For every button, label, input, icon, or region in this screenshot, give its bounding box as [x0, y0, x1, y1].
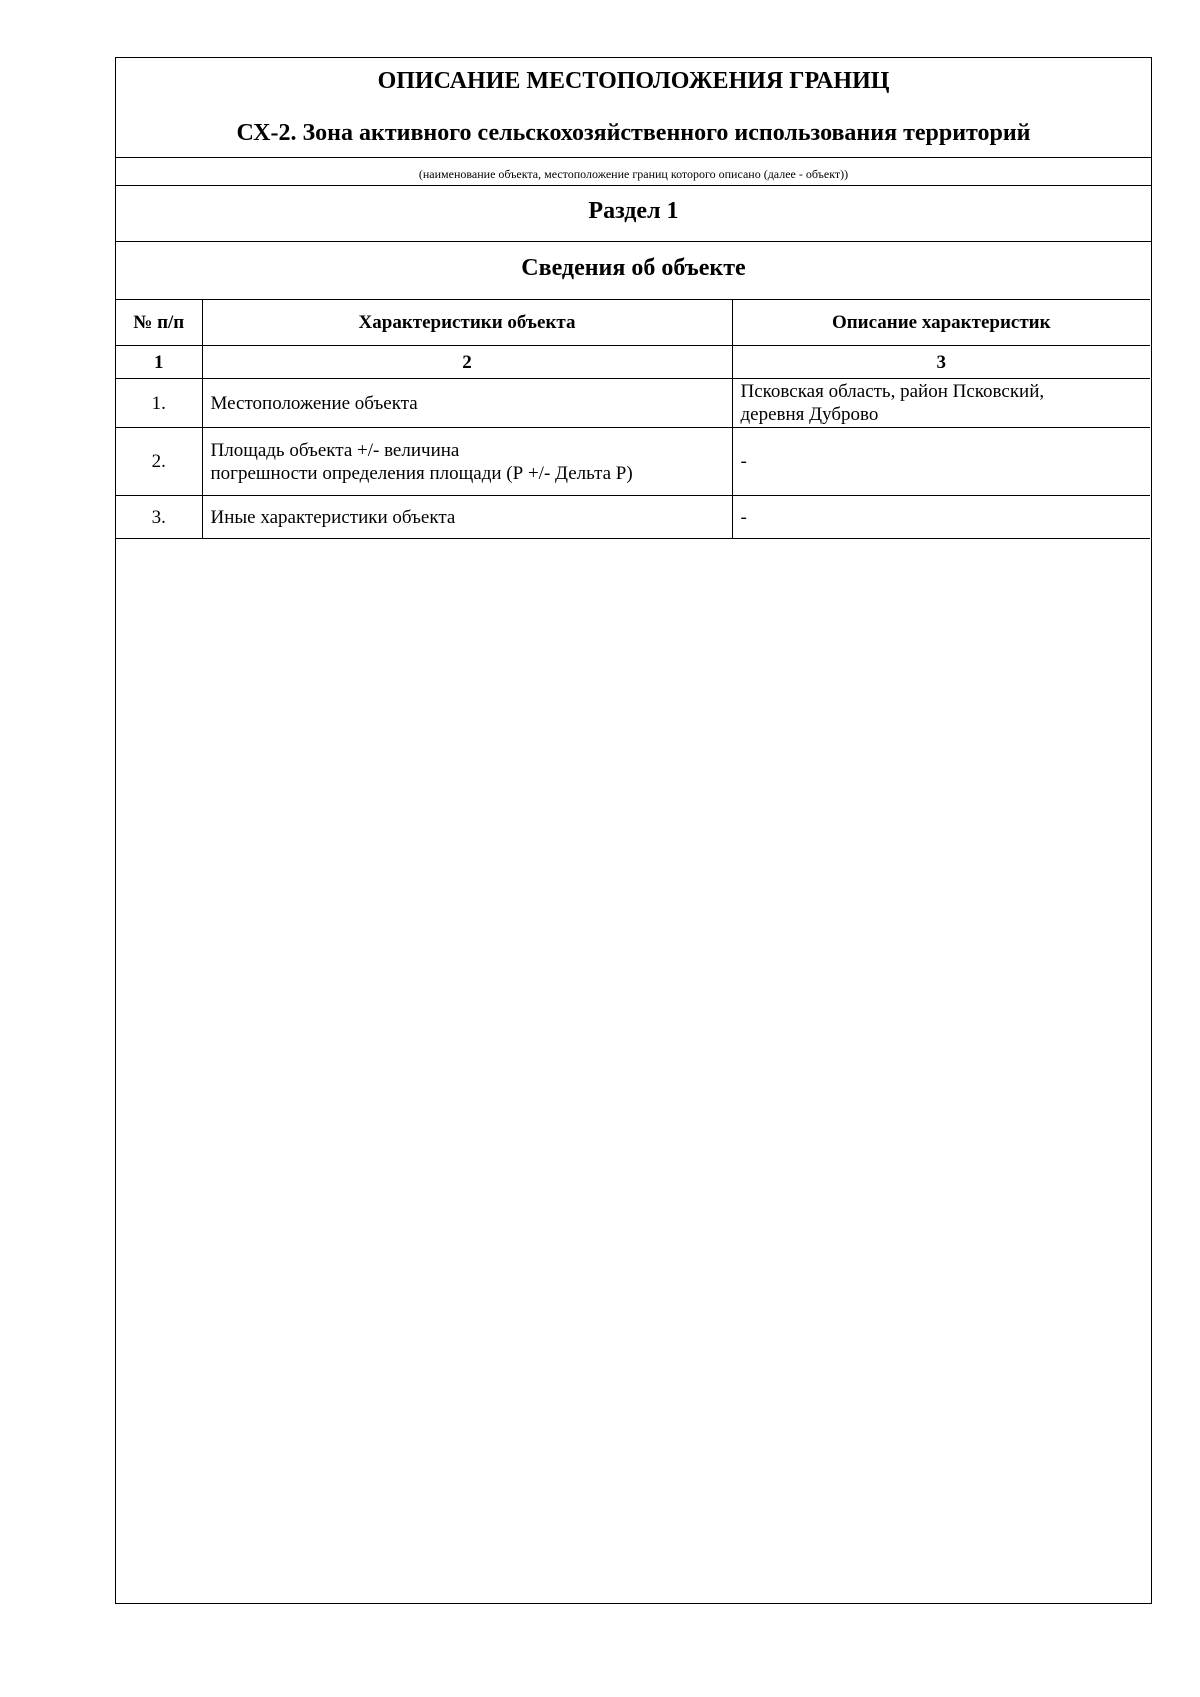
object-name: СХ-2. Зона активного сельскохозяйственного использования территорий [236, 120, 1031, 146]
table-row [116, 379, 1150, 428]
column-number-row [116, 346, 1150, 379]
divider [116, 157, 1151, 158]
row-description-line: Псковская область, район Псковский, [740, 381, 1045, 402]
column-number: 1 [116, 346, 202, 379]
table-row [116, 428, 1150, 496]
header-description: Описание характеристик [732, 300, 1150, 346]
row-characteristic-line: погрешности определения площади (Р +/- Дельта Р) [210, 462, 633, 484]
table-row [116, 496, 1150, 539]
row-characteristic [202, 428, 732, 496]
row-description [732, 379, 1150, 428]
info-title: Сведения об объекте [521, 255, 746, 281]
document-title: ОПИСАНИЕ МЕСТОПОЛОЖЕНИЯ ГРАНИЦ [377, 68, 890, 94]
column-number: 3 [732, 346, 1150, 379]
row-description: - [732, 496, 1150, 539]
row-characteristic: Иные характеристики объекта [202, 496, 732, 539]
row-characteristic-line: Площадь объекта +/- величина [210, 439, 460, 461]
row-characteristic: Местоположение объекта [202, 379, 732, 428]
object-caption: (наименование объекта, местоположение границ которого описано (далее - объект)) [418, 167, 849, 181]
column-number: 2 [202, 346, 732, 379]
header-number: № п/п [116, 300, 202, 346]
row-number: 1. [116, 379, 202, 428]
document-frame [115, 57, 1152, 1604]
row-description: - [732, 428, 1150, 496]
divider [116, 241, 1151, 242]
table-header-row [116, 300, 1150, 346]
section-title: Раздел 1 [588, 198, 679, 224]
row-number: 2. [116, 428, 202, 496]
divider [116, 185, 1151, 186]
object-info-table [116, 299, 1150, 539]
header-characteristic: Характеристики объекта [202, 300, 732, 346]
row-description-line: деревня Дуброво [740, 404, 879, 425]
row-number: 3. [116, 496, 202, 539]
